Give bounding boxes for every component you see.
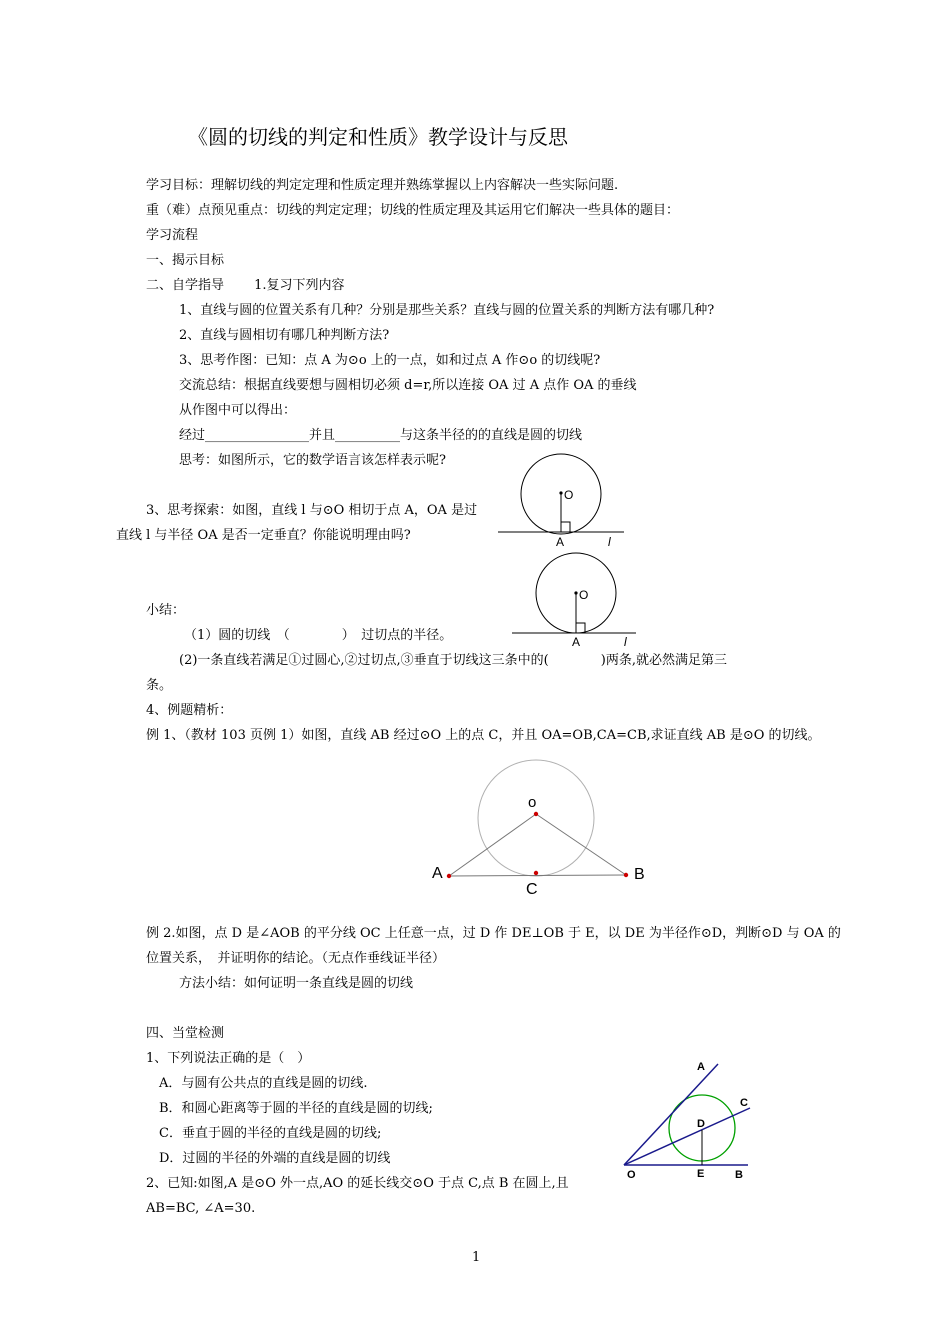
summary-item-1: （1）圆的切线 （ ） 过切点的半径。 <box>184 628 453 643</box>
learning-goal: 学习目标：理解切线的判定定理和性质定理并熟练掌握以上内容解决一些实际问题. <box>146 178 619 193</box>
test-1: 1、下列说法正确的是（ ） <box>146 1051 311 1066</box>
section-check: 四、当堂检测 <box>146 1026 225 1041</box>
exchange-summary: 交流总结：根据直线要想与圆相切必须 d=r,所以连接 OA 过 A 点作 OA 的垂线 <box>179 378 637 393</box>
label-d: D <box>697 1118 705 1130</box>
label-e: E <box>697 1168 705 1180</box>
label-b: B <box>735 1169 743 1181</box>
fill-blank: 经过________________并且__________与这条半径的的直线是圆的切线 <box>179 428 583 443</box>
label-a: A <box>556 535 565 549</box>
label-o: O <box>579 588 589 602</box>
option-d: D．过圆的半径的外端的直线是圆的切线 <box>159 1151 391 1166</box>
label-a: A <box>697 1061 705 1073</box>
key-points: 重（难）点预见重点：切线的判定定理；切线的性质定理及其运用它们解决一些具体的题目： <box>146 203 680 218</box>
think-question: 思考：如图所示，它的数学语言该怎样表示呢? <box>179 453 446 468</box>
question-3: 3、思考作图：已知：点 A 为⊙o 上的一点，如和过点 A 作⊙o 的切线呢? <box>179 353 601 368</box>
bisector-figure <box>618 1058 768 1183</box>
example-1: 例 1、（教材 103 页例 1）如图，直线 AB 经过⊙O 上的点 C，并且 OA=OB,CA=CB,求证直线 AB 是⊙O 的切线。 <box>146 728 821 743</box>
label-a: A <box>572 635 581 649</box>
test-2-line-1: 2、已知:如图,A 是⊙O 外一点,AO 的延长线交⊙O 于点 C,点 B 在圆上,且 <box>146 1176 569 1191</box>
summary-item-2: (2)一条直线若满足①过圆心,②过切点,③垂直于切线这三条中的( )两条,就必然满足第三 <box>179 653 727 668</box>
label-a: A <box>432 865 443 882</box>
question-1: 1、直线与圆的位置关系有几种？分别是那些关系？直线与圆的位置关系的判断方法有哪几种? <box>179 303 715 318</box>
label-o: o <box>528 794 537 811</box>
learning-flow: 学习流程 <box>146 228 199 243</box>
example-2-line-1: 例 2.如图，点 D 是∠AOB 的平分线 OC 上任意一点，过 D 作 DE⊥OB 于 E，以 DE 为半径作⊙D，判断⊙D 与 OA 的 <box>146 926 841 941</box>
question-2: 2、直线与圆相切有哪几种判断方法? <box>179 328 390 343</box>
section-4: 4、例题精析： <box>146 703 233 718</box>
label-b: B <box>634 866 645 883</box>
tangent-figure-2 <box>512 552 652 652</box>
section-2: 二、自学指导 1.复习下列内容 <box>146 278 345 293</box>
section-1: 一、揭示目标 <box>146 253 225 268</box>
method-summary: 方法小结：如何证明一条直线是圆的切线 <box>179 976 414 991</box>
label-o: O <box>627 1169 636 1181</box>
explore-line-1: 3、思考探索：如图，直线 l 与⊙O 相切于点 A，OA 是过 <box>146 503 478 518</box>
document-title: 《圆的切线的判定和性质》教学设计与反思 <box>188 125 568 149</box>
example-1-figure <box>428 752 668 902</box>
option-a: A．与圆有公共点的直线是圆的切线. <box>159 1076 368 1091</box>
test-2-line-2: AB=BC, ∠A=30. <box>146 1201 256 1216</box>
label-l: l <box>624 635 627 649</box>
option-b: B．和圆心距离等于圆的半径的直线是圆的切线; <box>159 1101 433 1116</box>
example-2-line-2: 位置关系， 并证明你的结论。（无点作垂线证半径） <box>146 951 446 966</box>
page-number: 1 <box>472 1250 481 1265</box>
from-drawing: 从作图中可以得出： <box>179 403 297 418</box>
summary-heading: 小结： <box>146 603 186 618</box>
label-c: C <box>740 1097 748 1109</box>
tangent-figure-1 <box>498 452 638 552</box>
label-l: l <box>608 535 611 549</box>
option-c: C．垂直于圆的半径的直线是圆的切线; <box>159 1126 382 1141</box>
summary-item-2-cont: 条。 <box>146 678 173 693</box>
label-o: O <box>564 488 574 502</box>
explore-line-2: 直线 l 与半径 OA 是否一定垂直？你能说明理由吗? <box>116 528 411 543</box>
label-c: C <box>526 881 538 898</box>
